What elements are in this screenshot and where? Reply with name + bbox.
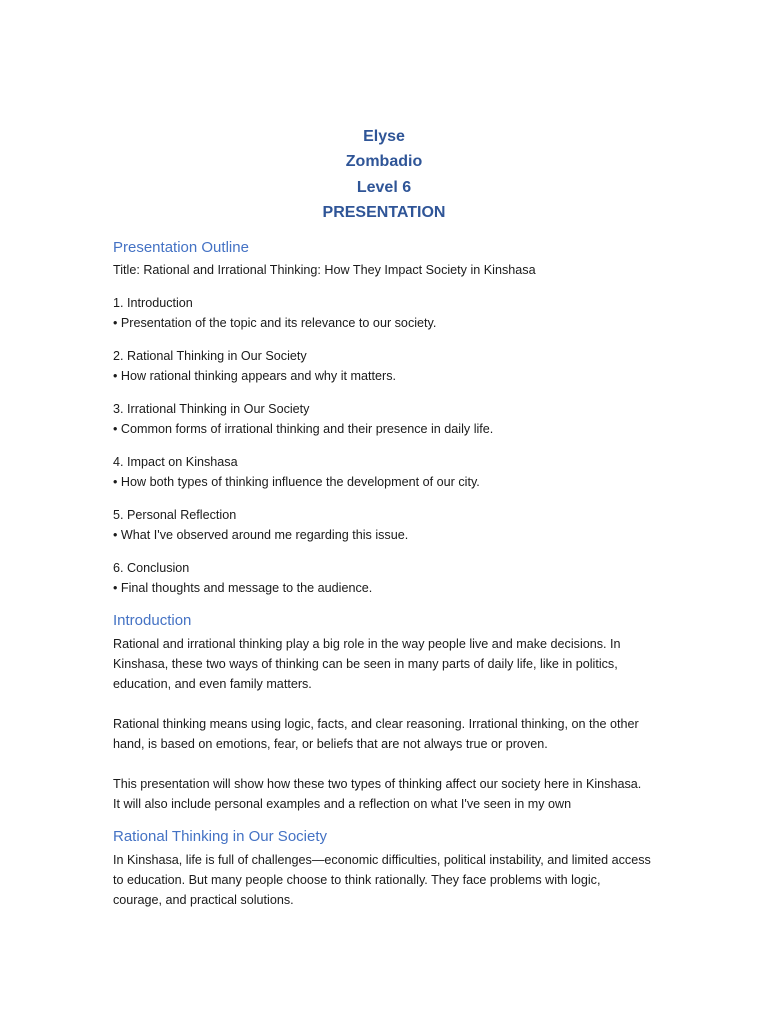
document-type-label: PRESENTATION — [322, 203, 446, 221]
paragraph-line: courage, and practical solutions. — [113, 893, 294, 907]
rational-thinking-heading: Rational Thinking in Our Society — [113, 828, 327, 845]
paragraph-line: Kinshasa, these two ways of thinking can be seen in many parts of daily life, like in politics, — [113, 657, 618, 671]
author-last-name: Zombadio — [345, 153, 423, 171]
outline-item-bullet: • What I've observed around me regarding this issue. — [113, 528, 409, 542]
paragraph-line: It will also include personal examples and a reflection on what I've seen in my own — [113, 797, 572, 811]
outline-item-bullet: • How rational thinking appears and why it matters. — [113, 369, 397, 383]
outline-item-label: 3. Irrational Thinking in Our Society — [113, 402, 310, 416]
outline-item-label: 6. Conclusion — [113, 561, 190, 575]
outline-item-bullet: • Final thoughts and message to the audience. — [113, 581, 373, 595]
paragraph-line: Rational and irrational thinking play a big role in the way people live and make decisions. In — [113, 637, 621, 651]
level-label: Level 6 — [356, 178, 412, 196]
paragraph-line: hand, is based on emotions, fear, or beliefs that are not always true or proven. — [113, 737, 548, 751]
paragraph-line: to education. But many people choose to think rationally. They face problems with logic, — [113, 873, 601, 887]
paragraph-line: Rational thinking means using logic, facts, and clear reasoning. Irrational thinking, on the other — [113, 717, 639, 731]
paragraph-line: In Kinshasa, life is full of challenges—economic difficulties, political instability, and limited access — [113, 853, 651, 867]
outline-item-label: 5. Personal Reflection — [113, 508, 237, 522]
outline-title-line: Title: Rational and Irrational Thinking: How They Impact Society in Kinshasa — [113, 263, 536, 277]
outline-heading: Presentation Outline — [113, 239, 249, 256]
outline-item-bullet: • Presentation of the topic and its relevance to our society. — [113, 316, 437, 330]
document-title-block — [0, 124, 768, 225]
outline-item-bullet: • Common forms of irrational thinking and their presence in daily life. — [113, 422, 494, 436]
introduction-heading: Introduction — [113, 612, 192, 629]
outline-item-label: 2. Rational Thinking in Our Society — [113, 349, 307, 363]
outline-item-label: 4. Impact on Kinshasa — [113, 455, 238, 469]
outline-item-label: 1. Introduction — [113, 296, 193, 310]
paragraph-line: education, and even family matters. — [113, 677, 312, 691]
outline-item-bullet: • How both types of thinking influence the development of our city. — [113, 475, 480, 489]
author-first-name: Elyse — [363, 128, 405, 145]
paragraph-line: This presentation will show how these two types of thinking affect our society here in Kinshasa. — [113, 777, 642, 791]
